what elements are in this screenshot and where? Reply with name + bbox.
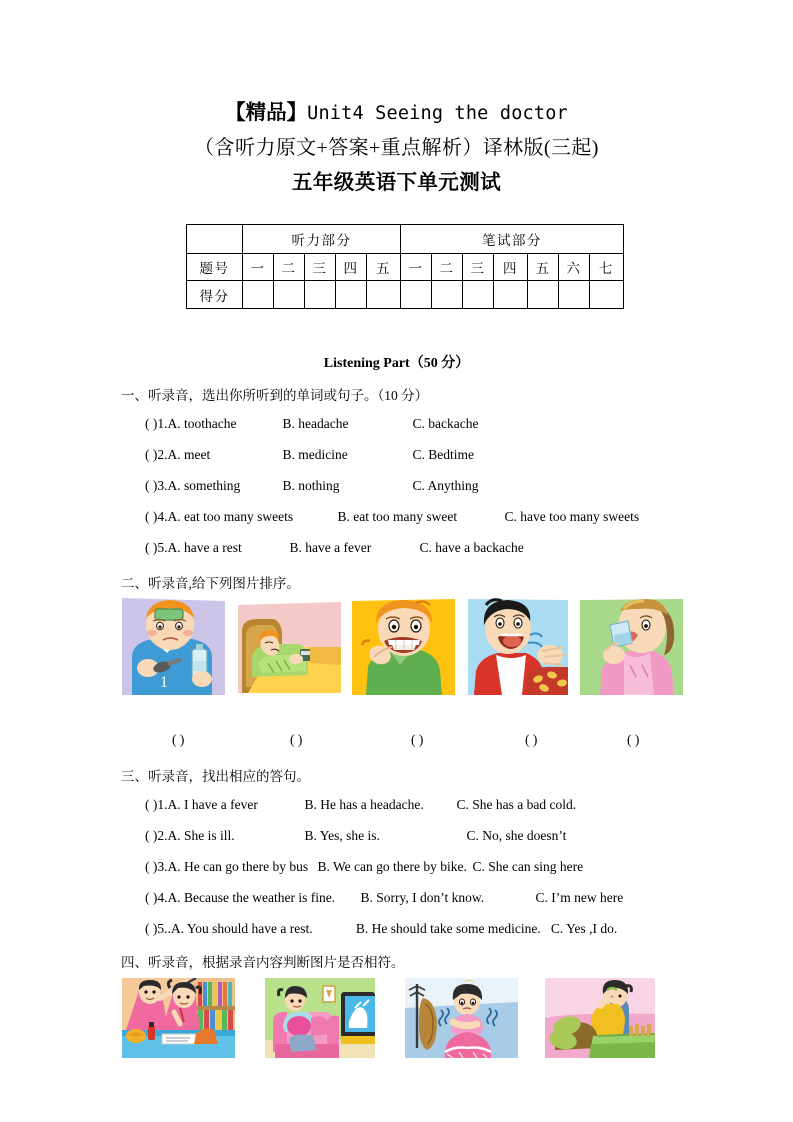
option-a[interactable]: A. eat too many sweets	[167, 509, 294, 524]
score-input-cell[interactable]	[274, 281, 305, 309]
question-number: 1.	[157, 797, 168, 812]
option-c[interactable]: C. She has a bad cold.	[456, 797, 577, 812]
score-table-written-col-4: 四	[494, 254, 528, 281]
option-c[interactable]: C. have too many sweets	[504, 509, 640, 524]
score-table-written-col-6: 六	[559, 254, 590, 281]
score-table-group-listening: 听力部分	[243, 225, 401, 254]
score-input-cell[interactable]	[401, 281, 432, 309]
picture-boy-with-toothache	[352, 595, 455, 695]
option-a[interactable]: A. Because the weather is fine.	[167, 890, 336, 905]
score-input-cell[interactable]	[590, 281, 624, 309]
option-c[interactable]: C. Bedtime	[412, 447, 474, 462]
option-c[interactable]: C. backache	[412, 416, 479, 431]
question-number: 3.	[157, 478, 168, 493]
option-a[interactable]: A. toothache	[167, 416, 237, 431]
score-table-listening-col-4: 四	[336, 254, 367, 281]
question-number: 2.	[157, 828, 168, 843]
option-b[interactable]: B. Yes, she is.	[304, 828, 380, 843]
option-b[interactable]: B. medicine	[282, 447, 348, 462]
answer-bracket[interactable]: ( )	[145, 509, 158, 524]
title-unit-text: Unit4 Seeing the doctor	[307, 103, 568, 124]
question-number: 1.	[157, 416, 168, 431]
document-title-block	[0, 96, 793, 201]
picture-row-ordering	[0, 595, 793, 695]
option-b[interactable]: B. He has a headache.	[304, 797, 424, 812]
question-row	[145, 859, 583, 875]
question-row	[145, 478, 479, 494]
section-heading-1: 一、听录音，选出你所听到的单词或句子。（10 分）	[121, 388, 429, 403]
option-c[interactable]: C. She can sing here	[472, 859, 584, 874]
picture-girl-feeling-cold-shivering	[405, 978, 518, 1058]
question-row	[145, 509, 639, 525]
option-b[interactable]: B. He should take some medicine.	[355, 921, 541, 936]
question-number: 4.	[157, 890, 168, 905]
picture-girl-on-sofa-watching-tv	[265, 978, 375, 1058]
table-row-scores	[187, 281, 624, 309]
answer-bracket[interactable]: ( )	[145, 478, 158, 493]
score-table-group-written: 笔试部分	[401, 225, 624, 254]
ordering-answer-bracket-1[interactable]: ( )	[172, 732, 185, 747]
score-input-cell[interactable]	[463, 281, 494, 309]
option-a[interactable]: A. something	[167, 478, 241, 493]
score-table-listening-col-1: 一	[243, 254, 274, 281]
answer-bracket[interactable]: ( )	[145, 540, 158, 555]
answer-bracket[interactable]: ( )	[145, 416, 158, 431]
answer-bracket[interactable]: ( )	[145, 890, 158, 905]
title-line-grade: 五年级英语下单元测试	[292, 172, 501, 194]
score-table-label-score: 得分	[187, 281, 243, 309]
score-table-written-col-1: 一	[401, 254, 432, 281]
question-row	[145, 416, 478, 432]
option-a[interactable]: A. have a rest	[167, 540, 242, 555]
score-table-written-col-2: 二	[432, 254, 463, 281]
section-heading-4: 四、听录音，根据录音内容判断图片是否相符。	[121, 955, 405, 970]
question-number: 5.	[157, 540, 168, 555]
score-table-corner-cell	[187, 225, 243, 254]
ordering-answer-bracket-2[interactable]: ( )	[290, 732, 303, 747]
question-number: 5..	[157, 921, 171, 936]
score-input-cell[interactable]	[367, 281, 401, 309]
option-a[interactable]: A. She is ill.	[167, 828, 235, 843]
option-c[interactable]: C. No, she doesn’t	[466, 828, 567, 843]
answer-bracket[interactable]: ( )	[145, 797, 158, 812]
option-c[interactable]: C. Anything	[412, 478, 479, 493]
score-table-listening-col-2: 二	[274, 254, 305, 281]
listening-part-heading: Listening Part（50 分）	[323, 356, 470, 371]
question-number: 2.	[157, 447, 168, 462]
score-table	[186, 224, 624, 309]
score-table-listening-col-5: 五	[367, 254, 401, 281]
option-b[interactable]: B. eat too many sweet	[337, 509, 458, 524]
question-row	[145, 447, 474, 463]
ordering-answer-bracket-row	[0, 732, 793, 752]
ordering-answer-bracket-3[interactable]: ( )	[411, 732, 424, 747]
option-b[interactable]: B. nothing	[282, 478, 340, 493]
option-a[interactable]: A. You should have a rest.	[170, 921, 313, 936]
ordering-answer-bracket-4[interactable]: ( )	[525, 732, 538, 747]
answer-bracket[interactable]: ( )	[145, 921, 158, 936]
section-heading-3: 三、听录音，找出相应的答句。	[121, 769, 310, 784]
title-line-subtitle: （含听力原文+答案+重点解析）译林版(三起)	[194, 137, 599, 159]
option-c[interactable]: C. have a backache	[419, 540, 524, 555]
score-input-cell[interactable]	[559, 281, 590, 309]
option-b[interactable]: B. headache	[282, 416, 349, 431]
answer-bracket[interactable]: ( )	[145, 859, 158, 874]
title-prefix-badge: 【精品】	[225, 102, 308, 124]
score-table-written-col-3: 三	[463, 254, 494, 281]
question-number: 4.	[157, 509, 168, 524]
picture-teacher-and-student-in-classroom	[122, 978, 235, 1058]
table-row-question-numbers	[187, 254, 624, 281]
score-table-label-question-no: 题号	[187, 254, 243, 281]
answer-bracket[interactable]: ( )	[145, 828, 158, 843]
question-row	[145, 797, 576, 813]
picture-person-eating-at-table	[545, 978, 655, 1058]
option-a[interactable]: A. meet	[167, 447, 211, 462]
question-number: 3.	[157, 859, 168, 874]
score-table-container	[186, 224, 624, 309]
option-a[interactable]: A. I have a fever	[167, 797, 258, 812]
score-input-cell[interactable]	[243, 281, 274, 309]
section-heading-2: 二、听录音,给下列图片排序。	[121, 576, 300, 591]
score-table-written-col-5: 五	[528, 254, 559, 281]
score-table-listening-col-3: 三	[305, 254, 336, 281]
table-row-groups	[187, 225, 624, 254]
picture-row-true-false	[0, 978, 793, 1058]
option-c[interactable]: C. I’m new here	[535, 890, 624, 905]
option-b[interactable]: B. We can go there by bike.	[317, 859, 467, 874]
score-input-cell[interactable]	[336, 281, 367, 309]
title-line-main	[0, 96, 793, 131]
option-a[interactable]: A. He can go there by bus	[167, 859, 309, 874]
picture-girl-drinking-water	[580, 595, 683, 695]
question-row	[145, 828, 566, 844]
picture-boy-with-ice-pack-and-medicine	[122, 595, 225, 695]
picture-boy-eating-sweets	[468, 595, 568, 695]
ordering-answer-bracket-5[interactable]: ( )	[627, 732, 640, 747]
option-c[interactable]: C. Yes ,I do.	[550, 921, 618, 936]
svg-text:1: 1	[160, 674, 168, 691]
score-input-cell[interactable]	[528, 281, 559, 309]
question-row	[145, 890, 623, 906]
question-row	[145, 921, 617, 937]
picture-boy-lying-in-bed-sick	[238, 597, 341, 693]
score-input-cell[interactable]	[494, 281, 528, 309]
option-b[interactable]: B. have a fever	[289, 540, 372, 555]
score-input-cell[interactable]	[432, 281, 463, 309]
answer-bracket[interactable]: ( )	[145, 447, 158, 462]
score-table-written-col-7: 七	[590, 254, 624, 281]
score-input-cell[interactable]	[305, 281, 336, 309]
option-b[interactable]: B. Sorry, I don’t know.	[360, 890, 485, 905]
question-row	[145, 540, 524, 556]
